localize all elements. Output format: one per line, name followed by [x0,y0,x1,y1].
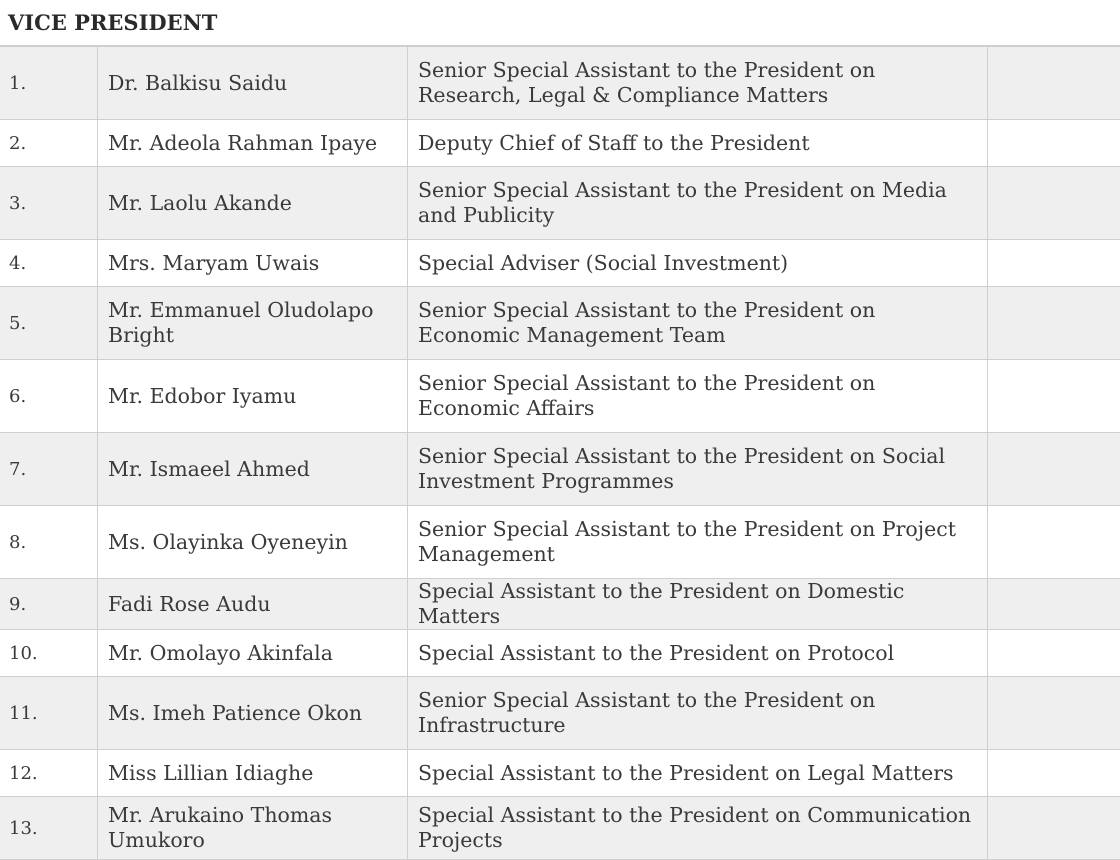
empty-cell [988,506,1120,579]
position-title: Special Adviser (Social Investment) [408,240,988,287]
empty-cell [988,287,1120,360]
row-number: 2. [0,120,98,167]
table-row [0,677,1120,750]
position-title: Senior Special Assistant to the President on Social Investment Programmes [408,433,988,506]
position-title: Special Assistant to the President on Protocol [408,630,988,677]
row-number: 1. [0,47,98,120]
table-row [0,120,1120,167]
person-name: Ms. Imeh Patience Okon [98,677,408,750]
table-row [0,797,1120,860]
table-row [0,506,1120,579]
position-title: Senior Special Assistant to the President on Research, Legal & Compliance Matters [408,47,988,120]
table-row [0,433,1120,506]
person-name: Mr. Laolu Akande [98,167,408,240]
empty-cell [988,360,1120,433]
person-name: Ms. Olayinka Oyeneyin [98,506,408,579]
position-title: Senior Special Assistant to the President on Media and Publicity [408,167,988,240]
person-name: Dr. Balkisu Saidu [98,47,408,120]
empty-cell [988,120,1120,167]
position-title: Senior Special Assistant to the President on Economic Affairs [408,360,988,433]
person-name: Mr. Adeola Rahman Ipaye [98,120,408,167]
appointments-table [0,46,1120,860]
row-number: 12. [0,750,98,797]
person-name: Mr. Emmanuel Oludolapo Bright [98,287,408,360]
section-title: VICE PRESIDENT [0,0,1120,46]
table-row [0,240,1120,287]
row-number: 6. [0,360,98,433]
row-number: 11. [0,677,98,750]
position-title: Senior Special Assistant to the President on Economic Management Team [408,287,988,360]
row-number: 7. [0,433,98,506]
row-number: 8. [0,506,98,579]
table-row [0,579,1120,630]
empty-cell [988,797,1120,860]
position-title: Senior Special Assistant to the President on Project Management [408,506,988,579]
position-title: Deputy Chief of Staff to the President [408,120,988,167]
table-row [0,630,1120,677]
empty-cell [988,750,1120,797]
table-row [0,167,1120,240]
table-row [0,360,1120,433]
table-row [0,47,1120,120]
person-name: Mr. Omolayo Akinfala [98,630,408,677]
row-number: 5. [0,287,98,360]
empty-cell [988,240,1120,287]
position-title: Special Assistant to the President on Domestic Matters [408,579,988,630]
table-row [0,287,1120,360]
table-row [0,750,1120,797]
position-title: Special Assistant to the President on Legal Matters [408,750,988,797]
empty-cell [988,47,1120,120]
row-number: 10. [0,630,98,677]
person-name: Miss Lillian Idiaghe [98,750,408,797]
empty-cell [988,677,1120,750]
row-number: 4. [0,240,98,287]
person-name: Mrs. Maryam Uwais [98,240,408,287]
empty-cell [988,579,1120,630]
person-name: Mr. Edobor Iyamu [98,360,408,433]
row-number: 3. [0,167,98,240]
empty-cell [988,433,1120,506]
row-number: 13. [0,797,98,860]
empty-cell [988,167,1120,240]
person-name: Fadi Rose Audu [98,579,408,630]
person-name: Mr. Arukaino Thomas Umukoro [98,797,408,860]
position-title: Special Assistant to the President on Communication Projects [408,797,988,860]
empty-cell [988,630,1120,677]
row-number: 9. [0,579,98,630]
position-title: Senior Special Assistant to the President on Infrastructure [408,677,988,750]
person-name: Mr. Ismaeel Ahmed [98,433,408,506]
